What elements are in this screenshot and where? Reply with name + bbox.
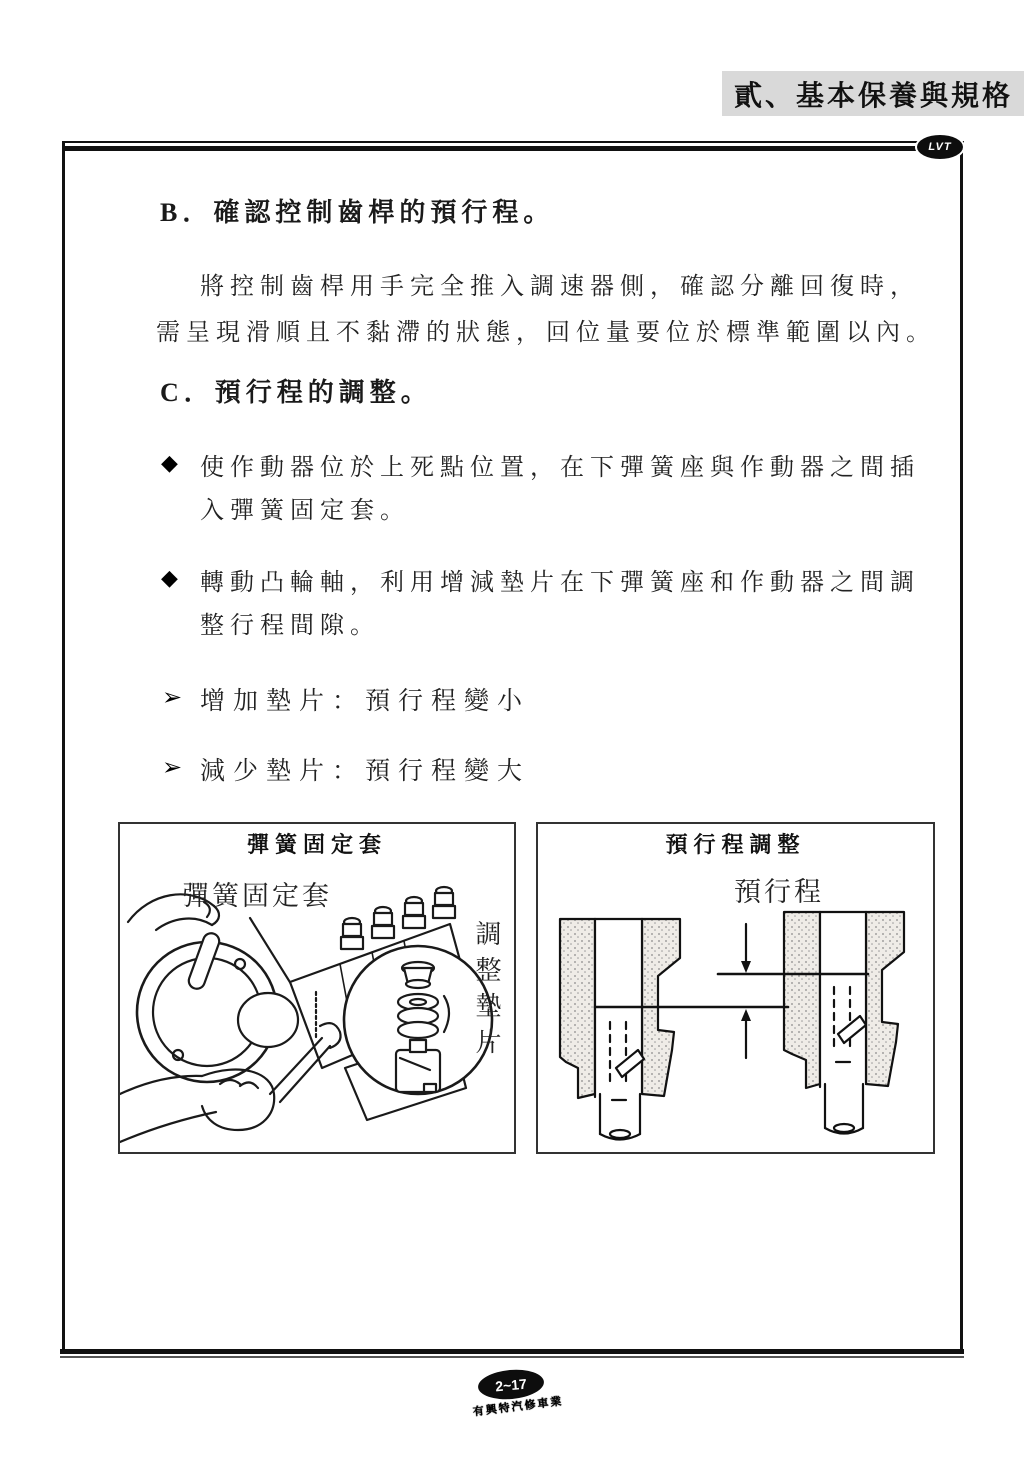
adjust-shim-label: 調整墊片 <box>472 920 501 1064</box>
plunger-section-left <box>560 919 680 1140</box>
section-title: 貳、基本保養與規格 <box>734 80 1014 112</box>
frame-right-rule <box>960 152 963 1349</box>
diamond-bullet-icon: ◆ <box>161 450 178 475</box>
arrow-item-1: 增加墊片：預行程變小 <box>200 688 531 715</box>
heading-b: B．確認控制齒桿的預行程。 <box>160 198 555 227</box>
frame-top-thin-rule <box>62 141 964 143</box>
bullet-1-line-2: 入彈簧固定套。 <box>200 498 410 524</box>
frame-top-thick-rule <box>62 146 964 151</box>
figure-prestroke-adjust <box>536 822 935 1154</box>
heading-c: C．預行程的調整。 <box>160 378 432 407</box>
section-header-bar <box>722 71 1024 116</box>
arrow-bullet-icon: ➢ <box>162 753 183 781</box>
paragraph-line-1: 將控制齒桿用手完全推入調速器側，確認分離回復時， <box>200 274 920 300</box>
pump-flange <box>137 942 298 1082</box>
plunger-section-right <box>784 912 904 1134</box>
frame-left-rule <box>62 143 65 1349</box>
spring-retainer-label: 彈簧固定套 <box>182 881 332 911</box>
diamond-bullet-icon: ◆ <box>161 565 178 590</box>
bullet-2-line-2: 整行程間隙。 <box>200 613 380 639</box>
bullet-1-line-1: 使作動器位於上死點位置，在下彈簧座與作動器之間插 <box>200 455 920 481</box>
arrow-bullet-icon: ➢ <box>162 683 183 711</box>
paragraph-line-2: 需呈現滑順且不黏滯的狀態，回位量要位於標準範圍以內。 <box>156 320 936 346</box>
bullet-2-line-1: 轉動凸輪軸，利用增減墊片在下彈簧座和作動器之間調 <box>200 570 920 596</box>
page-number: 2~17 <box>494 1375 528 1394</box>
arrow-item-2: 減少墊片：預行程變大 <box>200 758 531 785</box>
frame-bottom-thick-rule <box>60 1349 964 1354</box>
dimension-arrows <box>741 924 751 1058</box>
lvt-badge-text: LVT <box>928 141 952 153</box>
frame-bottom-thin-rule <box>60 1356 964 1358</box>
figure-caption: 彈簧固定套 <box>246 832 387 857</box>
prestroke-label: 預行程 <box>734 877 824 907</box>
figure-caption: 預行程調整 <box>665 832 806 857</box>
figure-spring-retainer <box>118 822 516 1154</box>
lvt-badge-icon <box>915 133 965 161</box>
footer-stamp-text: 有興特汽修車業 <box>472 1395 565 1419</box>
